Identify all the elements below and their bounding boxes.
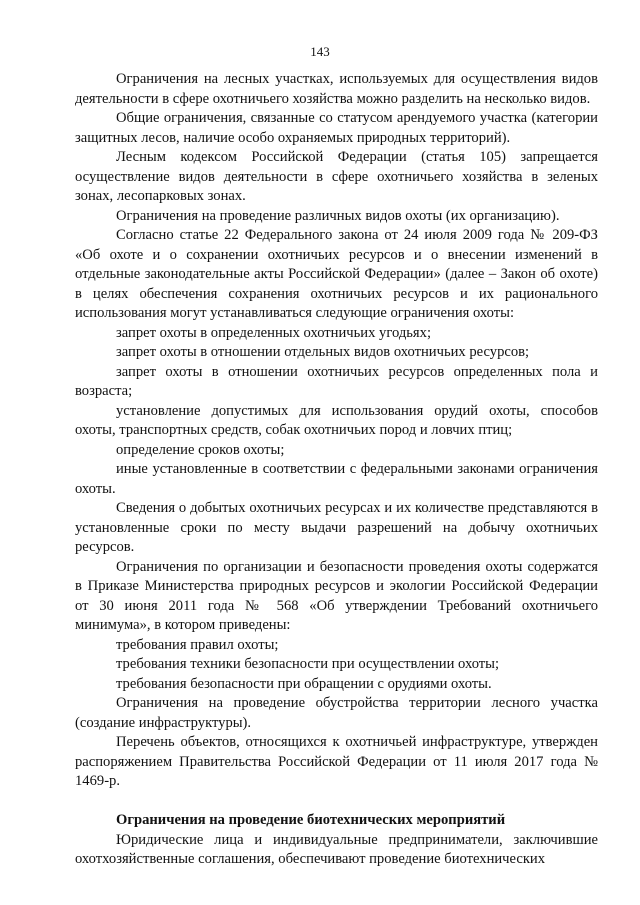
paragraph: Ограничения по организации и безопасности проведения охоты содержатся в Приказе Министерства природных ресурсов и экологии Российской Федерации от 30 июня 2011 года № 568 «Об утверждении Требований охотничьего минимума», в котором приведены: <box>75 558 598 633</box>
list-item: определение сроков охоты; <box>116 441 285 458</box>
page-number: 143 <box>310 44 330 59</box>
paragraph: Сведения о добытых охотничьих ресурсах и их количестве представляются в установленные сроки по месту выдачи разрешений на добычу охотничьих ресурсов. <box>75 500 598 555</box>
paragraph: Лесным кодексом Российской Федерации (статья 105) запрещается осуществление видов деятельности в сфере охотничьего хозяйства в зеленых зонах, лесопарковых зонах. <box>75 149 598 204</box>
list-item: иные установленные в соответствии с федеральными законами ограничения охоты. <box>75 461 598 497</box>
paragraph: Перечень объектов, относящихся к охотничьей инфраструктуре, утвержден распоряжением Правительства Российской Федерации от 11 июля 2017 года № 1469-р. <box>75 734 598 789</box>
list-item: запрет охоты в отношении охотничьих ресурсов определенных пола и возраста; <box>75 363 598 399</box>
paragraph: Общие ограничения, связанные со статусом арендуемого участка (категории защитных лесов, наличие особо охраняемых природных территорий). <box>75 110 598 146</box>
paragraph: Согласно статье 22 Федерального закона от 24 июля 2009 года № 209-ФЗ «Об охоте и о сохранении охотничьих ресурсов и о внесении изменений в отдельные законодательные акты Российской Федерации» (далее – Закон об охоте) в целях обеспечения сохранения охотничьих ресурсов и их рационального использования могут устанавливаться следующие ограничения охоты: <box>75 227 598 321</box>
list-item: установление допустимых для использования орудий охоты, способов охоты, транспортных средств, собак охотничьих пород и ловчих птиц; <box>75 402 598 438</box>
list-item: требования безопасности при обращении с орудиями охоты. <box>116 675 492 692</box>
list-item: требования техники безопасности при осуществлении охоты; <box>116 656 500 672</box>
paragraph: Юридические лица и индивидуальные предприниматели, заключившие охотхозяйственные соглашения, обеспечивают проведение биотехнических <box>75 831 598 867</box>
section-heading: Ограничения на проведение биотехнических мероприятий <box>116 812 506 828</box>
paragraph: Ограничения на проведение обустройства территории лесного участка (создание инфраструктуры). <box>75 695 598 731</box>
list-item: запрет охоты в отношении отдельных видов охотничьих ресурсов; <box>116 344 530 360</box>
paragraph: Ограничения на лесных участках, используемых для осуществления видов деятельности в сфере охотничьего хозяйства можно разделить на несколько видов. <box>75 71 598 107</box>
paragraph: Ограничения на проведение различных видов охоты (их организацию). <box>116 207 560 224</box>
body-text <box>75 70 598 870</box>
list-item: запрет охоты в определенных охотничьих угодьях; <box>116 324 431 341</box>
list-item: требования правил охоты; <box>116 636 279 653</box>
